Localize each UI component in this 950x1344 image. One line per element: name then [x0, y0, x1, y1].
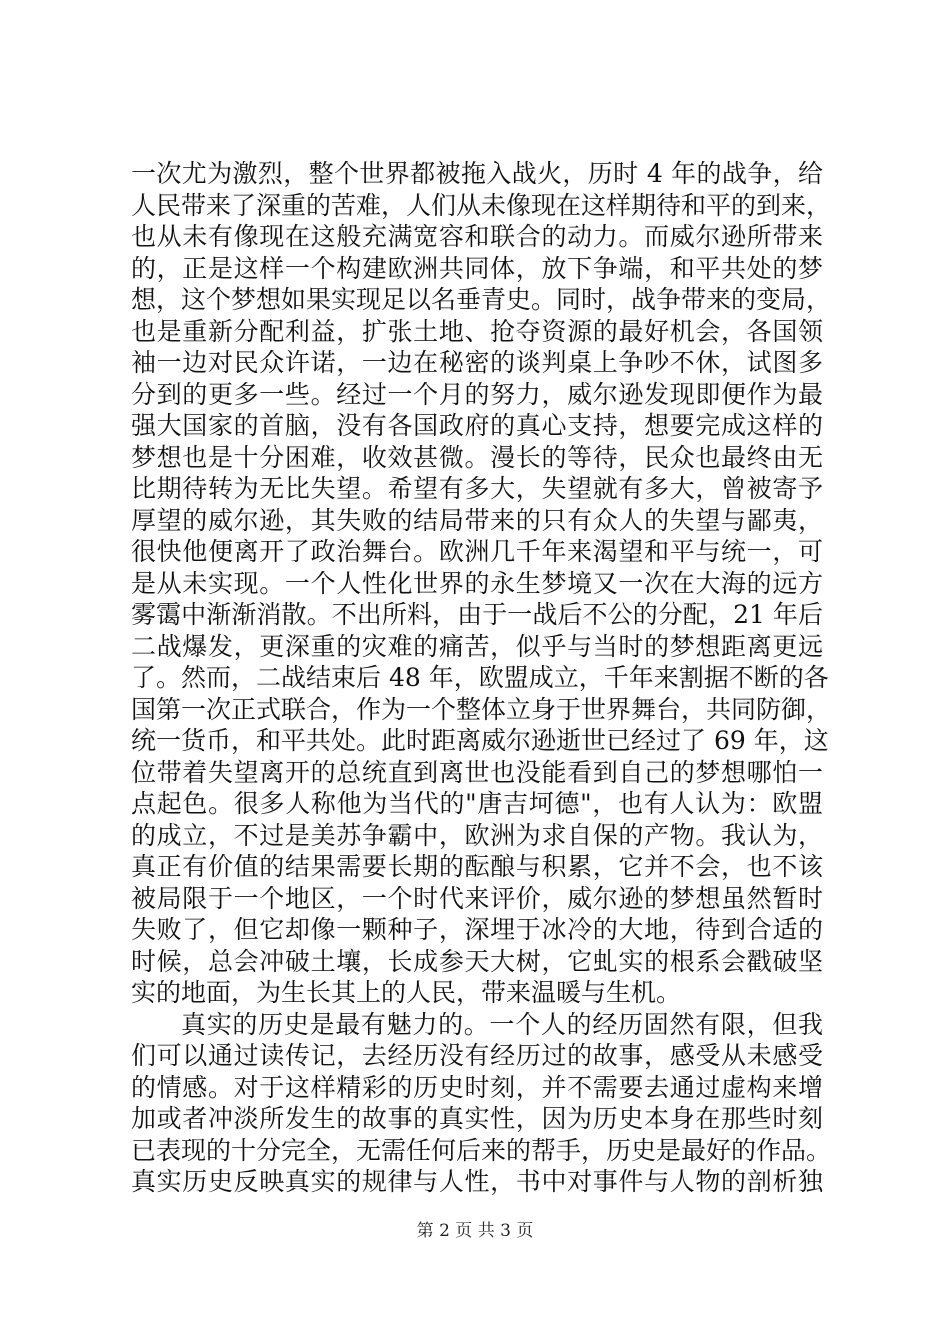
text-line: 点起色。很多人称他为当代的"唐吉坷德"，也有人认为：欧盟	[131, 789, 823, 818]
paragraph-end-line: 实的地面，为生长其上的人民，带来温暖与生机。	[131, 978, 682, 1007]
text-line: 分到的更多一些。经过一个月的努力，威尔逊发现即便作为最	[131, 379, 823, 409]
page-footer: 第 2 页 共 3 页	[416, 1221, 534, 1241]
text-line: 想，这个梦想如果实现足以名垂青史。同时，战争带来的变局，	[131, 285, 832, 314]
text-line: 雾霭中渐渐消散。不出所料，由于一战后不公的分配，21 年后	[131, 600, 823, 629]
text-line: 们可以通过读传记，去经历没有经历过的故事，感受从未感受	[131, 1041, 823, 1070]
text-line: 是从未实现。一个人性化世界的永生梦境又一次在大海的远方	[131, 568, 823, 598]
text-line: 的情感。对于这样精彩的历史时刻，并不需要去通过虚构来增	[131, 1072, 823, 1102]
text-line: 也从未有像现在这般充满宽容和联合的动力。而威尔逊所带来	[131, 222, 823, 251]
text-line: 强大国家的首脑，没有各国政府的真心支持，想要完成这样的	[131, 411, 823, 440]
text-line: 厚望的威尔逊，其失败的结局带来的只有众人的失望与鄙夷，	[131, 505, 823, 535]
text-line: 失败了，但它却像一颗种子，深埋于冰冷的大地，待到合适的	[131, 915, 823, 944]
text-line: 了。然而，二战结束后 48 年，欧盟成立，千年来割据不断的各	[131, 663, 829, 692]
text-line: 统一货币，和平共处。此时距离威尔逊逝世已经过了 69 年，这	[131, 726, 829, 755]
text-line: 的，正是这样一个构建欧洲共同体，放下争端，和平共处的梦	[131, 253, 823, 283]
text-line: 袖一边对民众许诺，一边在秘密的谈判桌上争吵不休，试图多	[131, 348, 823, 377]
text-line: 真正有价值的结果需要长期的酝酿与积累，它并不会，也不该	[131, 852, 823, 881]
text-line: 很快他便离开了政治舞台。欧洲几千年来渴望和平与统一，可	[131, 537, 823, 566]
text-line: 也是重新分配利益，扩张土地、抢夺资源的最好机会，各国领	[131, 316, 823, 346]
text-line: 二战爆发，更深重的灾难的痛苦，似乎与当时的梦想距离更远	[131, 631, 823, 661]
text-line: 位带着失望离开的总统直到离世也没能看到自己的梦想哪怕一	[131, 757, 823, 787]
text-line: 人民带来了深重的苦难，人们从未像现在这样期待和平的到来，	[131, 190, 832, 220]
text-line: 已表现的十分完全，无需任何后来的帮手，历史是最好的作品。	[131, 1135, 832, 1165]
text-line: 一次尤为激烈，整个世界都被拖入战火，历时 4 年的战争，给	[131, 159, 823, 188]
body-text	[131, 158, 832, 1198]
text-line: 加或者冲淡所发生的故事的真实性，因为历史本身在那些时刻	[131, 1104, 823, 1133]
paragraph-start-line: 真实的历史是最有魅力的。一个人的经历固然有限，但我	[181, 1009, 823, 1039]
text-line: 的成立，不过是美苏争霸中，欧洲为求自保的产物。我认为，	[131, 820, 823, 850]
text-line: 被局限于一个地区，一个时代来评价，威尔逊的梦想虽然暂时	[131, 883, 823, 913]
text-line: 时候，总会冲破土壤，长成参天大树，它虬实的根系会戳破坚	[131, 946, 823, 976]
text-line: 国第一次正式联合，作为一个整体立身于世界舞台，共同防御，	[131, 694, 832, 724]
text-line: 梦想也是十分困难，收效甚微。漫长的等待，民众也最终由无	[131, 442, 823, 472]
text-line: 比期待转为无比失望。希望有多大，失望就有多大，曾被寄予	[131, 474, 823, 503]
text-line: 真实历史反映真实的规律与人性，书中对事件与人物的剖析独	[131, 1167, 823, 1196]
